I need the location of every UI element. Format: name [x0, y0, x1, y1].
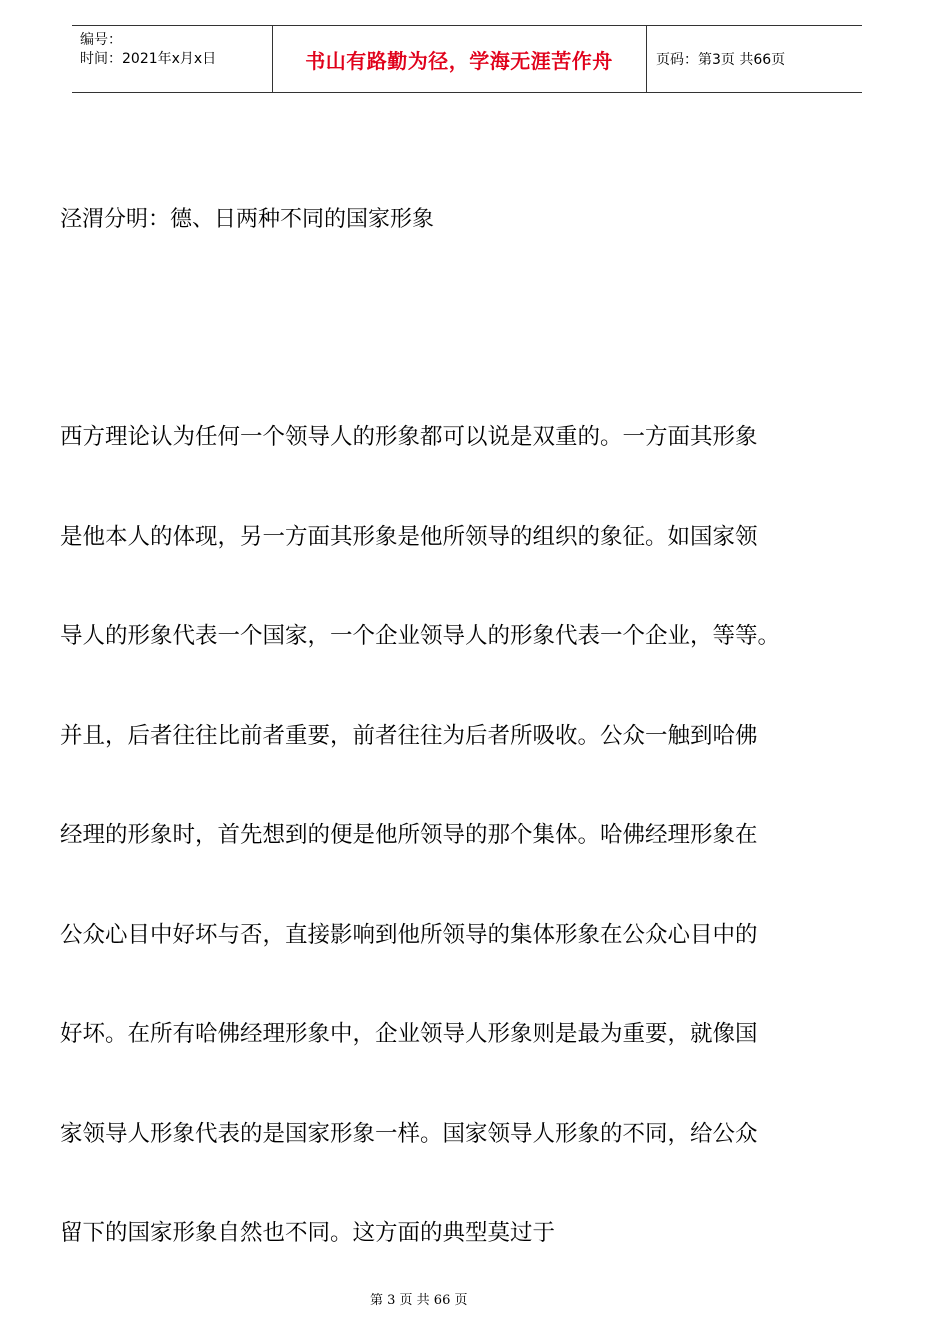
body-line: 并且，后者往往比前者重要，前者往往为后者所吸收。公众一触到哈佛 — [60, 722, 758, 749]
header-motto: 书山有路勤为径，学海无涯苦作舟 — [305, 48, 613, 73]
document-body — [60, 417, 930, 1313]
page-header — [72, 25, 862, 93]
body-line: 经理的形象时，首先想到的便是他所领导的那个集体。哈佛经理形象在 — [60, 822, 758, 848]
body-line: 家领导人形象代表的是国家形象一样。国家领导人形象的不同，给公众 — [60, 1120, 758, 1147]
body-line: 导人的形象代表一个国家，一个企业领导人的形象代表一个企业，等等。 — [60, 623, 781, 649]
document-title: 泾渭分明：德、日两种不同的国家形象 — [60, 207, 435, 232]
body-line: 公众心目中好坏与否，直接影响到他所领导的集体形象在公众心目中的 — [60, 921, 758, 948]
body-line: 西方理论认为任何一个领导人的形象都可以说是双重的。一方面其形象 — [60, 424, 758, 450]
header-page-cell — [646, 26, 862, 92]
header-page-info: 页码：第3页 共66页 — [656, 52, 786, 68]
header-meta-cell — [72, 26, 273, 92]
document-time-label: 时间：2021年x月x日 — [80, 51, 217, 67]
body-line: 是他本人的体现，另一方面其形象是他所领导的组织的象征。如国家领 — [60, 523, 758, 550]
body-line: 留下的国家形象自然也不同。这方面的典型莫过于 — [60, 1220, 556, 1246]
page-footer: 第 3 页 共 66 页 — [370, 1293, 468, 1308]
body-line: 好坏。在所有哈佛经理形象中，企业领导人形象则是最为重要，就像国 — [60, 1021, 758, 1047]
document-number-label: 编号： — [80, 32, 122, 48]
header-motto-cell — [272, 26, 647, 92]
